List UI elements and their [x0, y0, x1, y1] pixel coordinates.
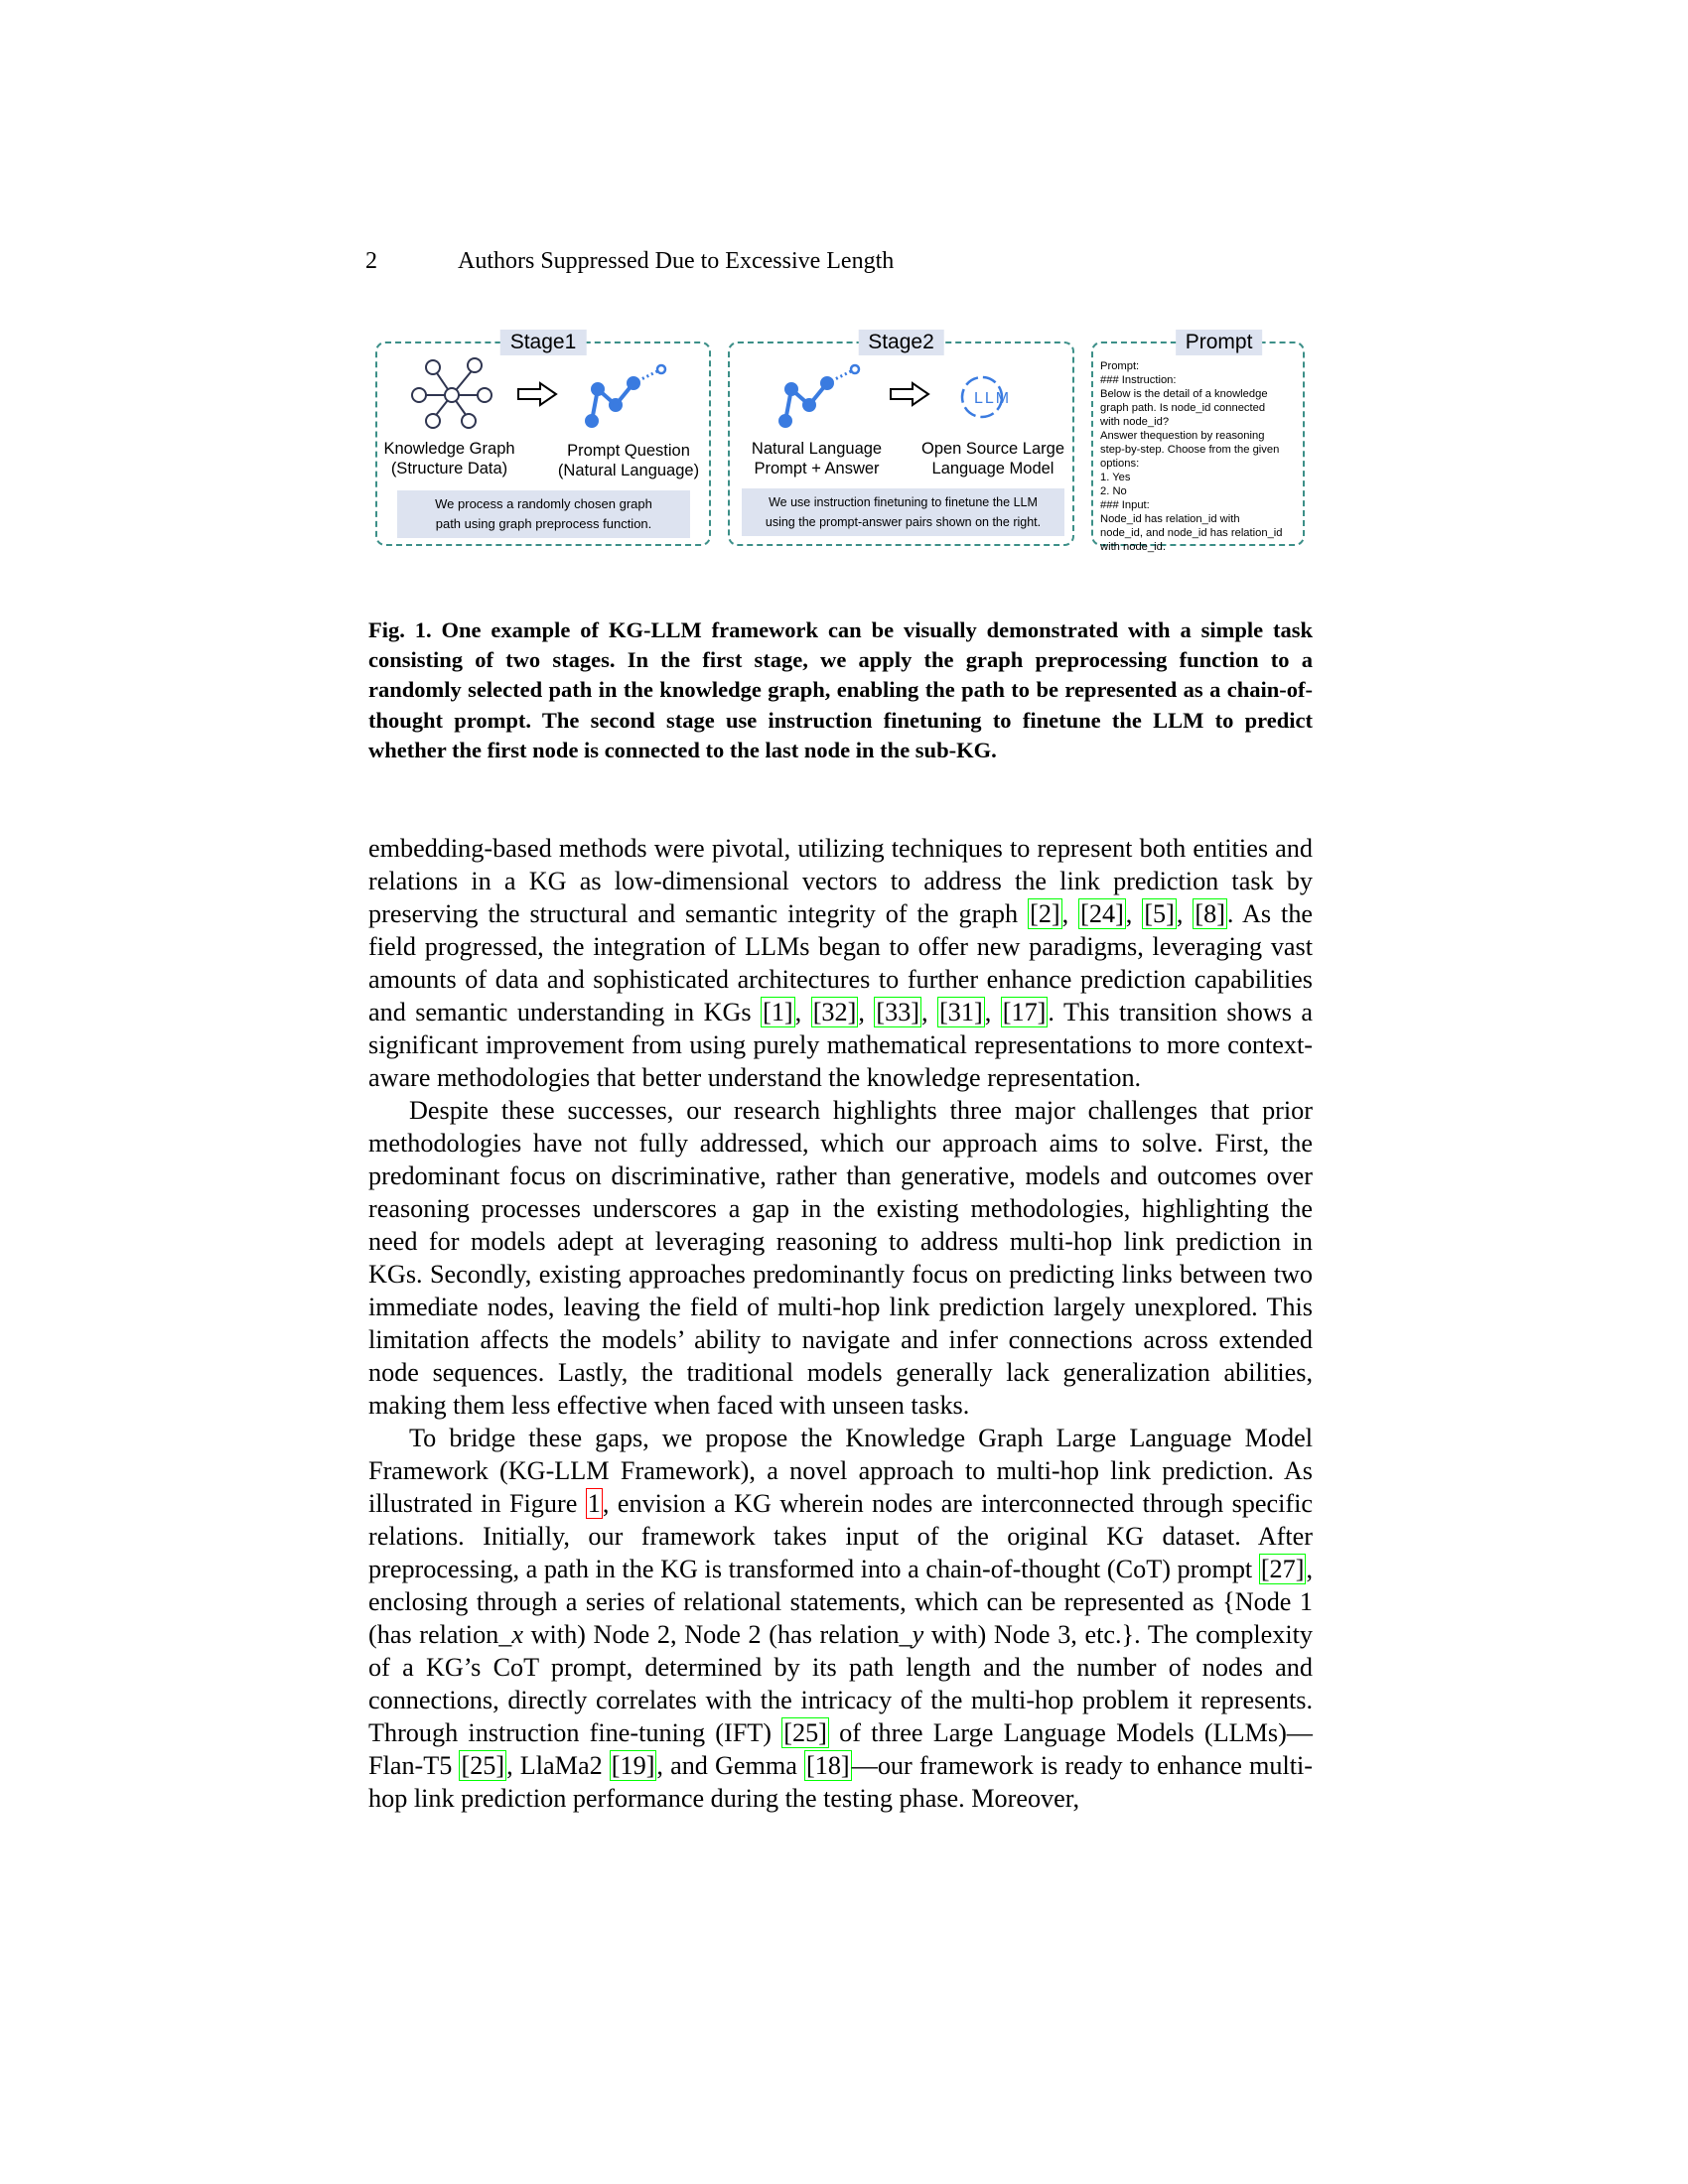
citation-link[interactable]: [19] [611, 1751, 655, 1780]
text-run: with) Node 3, etc.}. The complexity of a KG’s CoT prompt, determined by its path length and the number of nodes and connections, directly correlates with the intricacy of the multi-hop problem it represents. Through instruction fine-tuning (IFT) [368, 1620, 1313, 1747]
path-graph-icon [779, 363, 864, 433]
citation-link[interactable]: [24] [1080, 899, 1124, 928]
kg-label [377, 439, 521, 478]
text-run: , [1176, 899, 1194, 928]
nl-label-line2: Prompt + Answer [754, 460, 880, 478]
citation-link[interactable]: [27] [1260, 1555, 1305, 1583]
prompt-line: with node_id? [1100, 416, 1170, 428]
text-run: , [794, 998, 811, 1026]
pq-label-line2: (Natural Language) [557, 462, 700, 479]
prompt-line: options: [1100, 458, 1140, 470]
citation-link[interactable]: [31] [939, 998, 983, 1026]
stage1-panel [375, 331, 711, 546]
citation-link[interactable]: [18] [806, 1751, 850, 1780]
stage1-note-line2: path using graph preprocess function. [435, 516, 652, 531]
citation-link[interactable]: [32] [812, 998, 857, 1026]
text-run: To bridge these gaps, we propose the Knowledge Graph Large Language Model Framework (KG-LLM Framework), a novel approach to multi-hop link prediction. As illustrated in Figure [368, 1424, 1313, 1518]
prompt-line: Below is the detail of a knowledge [1100, 388, 1268, 400]
text-run: , [1125, 899, 1143, 928]
prompt-line: node_id, and node_id has relation_id [1100, 527, 1283, 539]
text-run: —our framework is ready to enhance multi-hop link prediction performance during the testing phase. Moreover, [368, 1751, 1314, 1813]
prompt-line: ### Input: [1100, 499, 1150, 511]
prompt-text [1100, 359, 1299, 554]
stage1-title: Stage1 [500, 330, 587, 355]
llm-label [914, 439, 1072, 478]
citation-link[interactable]: [8] [1195, 899, 1225, 928]
paragraph [368, 1422, 1313, 1815]
text-run: . As the field progressed, the integration of LLMs began to offer new paradigms, leveraging vast amounts of data and sophisticated architectures to further enhance prediction capabilities and semantic understanding in KGs [368, 899, 1314, 1026]
prompt-line: Node_id has relation_id with [1100, 513, 1240, 525]
prompt-line: 1. Yes [1100, 472, 1131, 483]
text-run: embedding-based methods were pivotal, utilizing techniques to represent both entities and relations in a KG as low-dimensional vectors to address the link prediction task by preserving the structural and semantic integrity of the graph [368, 834, 1313, 928]
llm-label-line1: Open Source Large [920, 440, 1064, 458]
text-run: , [1061, 899, 1079, 928]
prompt-panel [1091, 331, 1305, 553]
paragraph [368, 832, 1313, 1094]
math-variable: y [912, 1620, 924, 1649]
kg-label-line1: Knowledge Graph [383, 440, 515, 458]
text-run: , [858, 998, 875, 1026]
citation-link[interactable]: [5] [1144, 899, 1175, 928]
citation-link[interactable]: [25] [783, 1718, 827, 1747]
prompt-line: Answer thequestion by reasoning [1100, 430, 1265, 442]
path-graph-icon [586, 363, 670, 433]
llm-label-line2: Language Model [931, 460, 1055, 478]
figure-1 [373, 328, 1307, 556]
stage2-title: Stage2 [858, 330, 944, 355]
stage1-note [397, 490, 690, 538]
prompt-line: ### Instruction: [1100, 374, 1177, 386]
text-run: . This transition shows a significant improvement from using purely mathematical representations to more context-aware methodologies that better understand the knowledge representation. [368, 998, 1314, 1092]
nl-label [735, 439, 899, 478]
stage2-note [742, 488, 1064, 536]
prompt-title: Prompt [1176, 330, 1263, 355]
stage2-note-line1: We use instruction finetuning to finetune the LLM [769, 495, 1038, 509]
page-number: 2 [365, 248, 377, 274]
citation-link[interactable]: [33] [876, 998, 920, 1026]
citation-link[interactable]: [25] [461, 1751, 505, 1780]
prompt-line: with node_id. [1100, 541, 1166, 553]
citation-link[interactable]: [1] [763, 998, 793, 1026]
figure-caption: Fig. 1. One example of KG-LLM framework can be visually demonstrated with a simple task consisting of two stages. In the first stage, we apply the graph preprocessing function to a randomly selected path in the knowledge graph, enabling the path to be represented as a chain-of-thought prompt. The second stage use instruction finetuning to finetune the LLM to predict whether the first node is connected to the last node in the sub-KG. [368, 617, 1313, 762]
stage2-note-line2: using the prompt-answer pairs shown on the right. [765, 515, 1042, 529]
citation-link[interactable]: [17] [1002, 998, 1047, 1026]
pq-label-line1: Prompt Question [567, 442, 690, 460]
paragraph [368, 1094, 1313, 1422]
text-run: , [984, 998, 1001, 1026]
text-run: Despite these successes, our research highlights three major challenges that prior methodologies have not fully addressed, which our approach aims to solve. First, the predominant focus on discriminative, rather than generative, models and outcomes over reasoning processes underscores a gap in the existing methodologies, highlighting the need for models adept at leveraging reasoning to address multi-hop link prediction in KGs. Secondly, existing approaches predominantly focus on predicting links between two immediate nodes, leaving the field of multi-hop link prediction largely unexplored. This limitation affects the models’ ability to navigate and infer connections across extended node sequences. Lastly, the traditional models generally lack generalization abilities, making them less effective when faced with unseen tasks. [368, 1096, 1313, 1420]
text-run: with) Node 2, Node 2 (has relation_ [522, 1620, 913, 1649]
figure-reference-link[interactable]: 1 [587, 1489, 601, 1518]
text-run: of three Large Language Models (LLMs)—Flan-T5 [368, 1718, 1313, 1780]
prompt-question-label [554, 441, 703, 480]
math-variable: x [511, 1620, 523, 1649]
kg-label-line2: (Structure Data) [390, 460, 508, 478]
llm-icon [960, 371, 1020, 423]
text-run: , LlaMa2 [506, 1751, 610, 1780]
knowledge-graph-icon [407, 353, 496, 433]
prompt-line: 2. No [1100, 485, 1127, 497]
arrow-right-icon [889, 381, 930, 407]
running-title: Authors Suppressed Due to Excessive Length [458, 248, 895, 274]
llm-icon-text: LLM [974, 390, 1012, 407]
stage2-panel [728, 331, 1074, 546]
prompt-line: graph path. Is node_id connected [1100, 402, 1266, 414]
prompt-line: Prompt: [1100, 360, 1140, 372]
stage1-note-line1: We process a randomly chosen graph [435, 496, 652, 511]
text-run: , envision a KG wherein nodes are interconnected through specific relations. Initially, our framework takes input of the original KG dataset. After preprocessing, a path in the KG is transformed into a chain-of-thought (CoT) prompt [368, 1489, 1314, 1583]
text-run: , [921, 998, 938, 1026]
arrow-right-icon [516, 381, 558, 407]
text-run: , enclosing through a series of relational statements, which can be represented as {Node 1 (has relation_ [368, 1555, 1313, 1649]
body-text [368, 832, 1313, 1815]
nl-label-line1: Natural Language [751, 440, 883, 458]
prompt-line: step-by-step. Choose from the given [1100, 444, 1280, 456]
citation-link[interactable]: [2] [1030, 899, 1060, 928]
text-run: , and Gemma [656, 1751, 804, 1780]
